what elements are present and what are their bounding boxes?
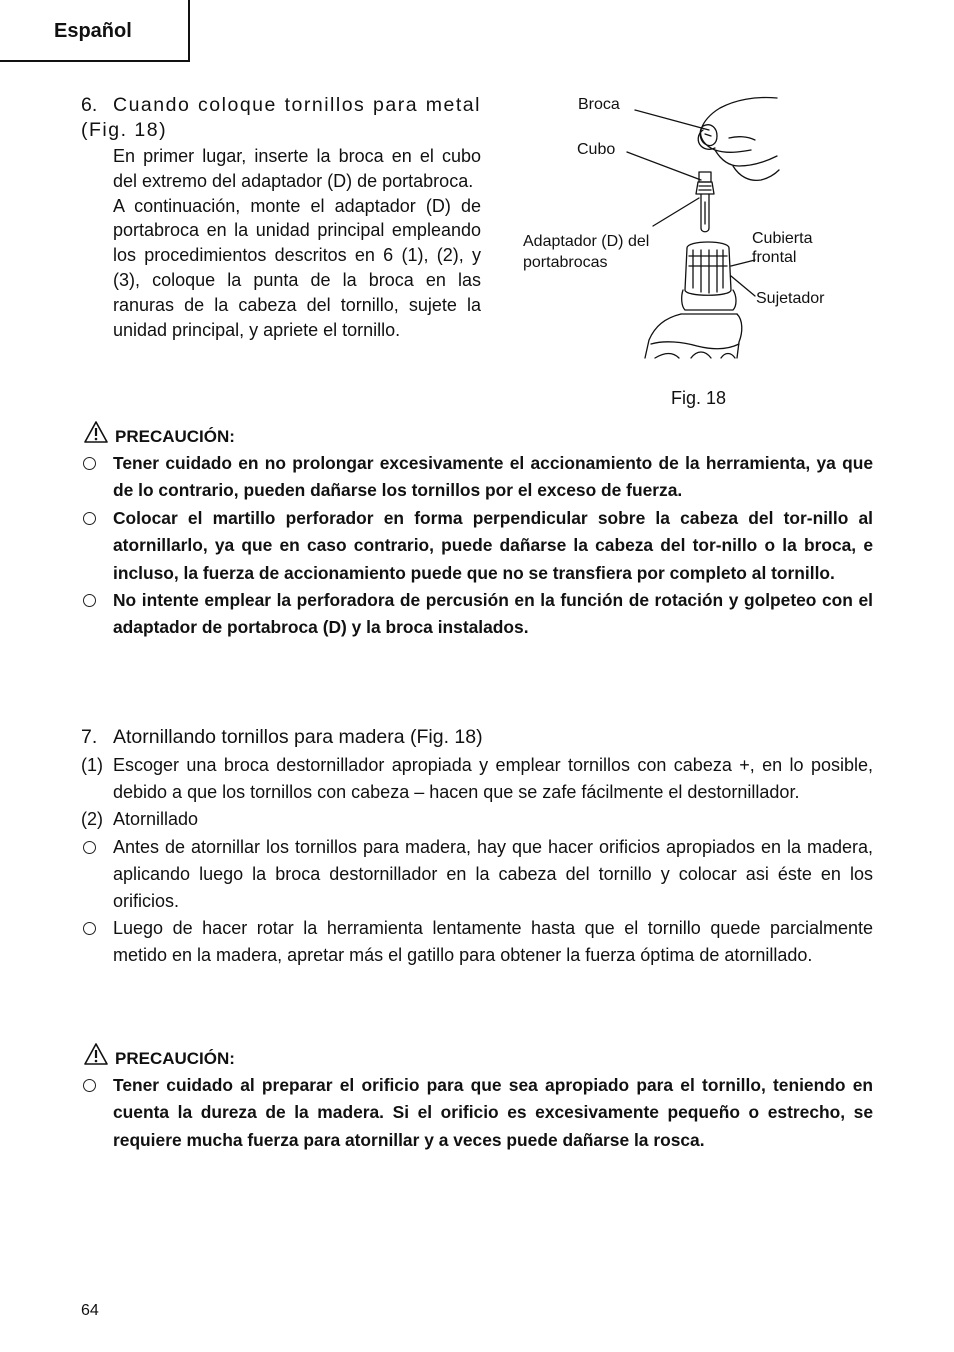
- section-6-paragraph-2: A continuación, monte el adaptador (D) de portabroca en la unidad principal empleando los procedimientos descritos en 6 (1), (2), y (3), coloque la punta de la broca en las ranuras de la cabeza del tornillo, sujete la unidad principal, y apriete el tornillo.: [113, 195, 481, 340]
- caution-block-2: [81, 1046, 873, 1154]
- section-7-bullet: [81, 915, 873, 969]
- label-cubierta-line1: Cubierta: [752, 230, 813, 247]
- warning-icon: [83, 1042, 109, 1066]
- caution-1-item: [81, 505, 873, 587]
- label-cubierta-line2: frontal: [752, 249, 797, 266]
- section-6-title: Cuando coloque tornillos para metal (Fig. 18): [81, 94, 481, 141]
- label-broca: Broca: [578, 96, 620, 113]
- bullet-circle-icon: [83, 512, 96, 525]
- section-6: [81, 93, 481, 342]
- section-7-item-2: [81, 806, 873, 833]
- caution-2-item: [81, 1072, 873, 1154]
- bullet-circle-icon: [83, 1079, 96, 1092]
- label-cubo: Cubo: [577, 141, 616, 158]
- warning-icon: [83, 420, 109, 444]
- caution-1-item-text: No intente emplear la perforadora de percusión en la función de rotación y golpeteo con el adaptador de portabroca (D) y la broca instalados.: [113, 590, 873, 638]
- caution-block-1: [81, 424, 873, 642]
- language-tab: [0, 0, 190, 62]
- item-label: (1): [81, 755, 103, 775]
- language-label: Español: [54, 20, 132, 42]
- caution-1-item: [81, 450, 873, 505]
- section-7-item-1: [81, 752, 873, 806]
- section-7-bullet: [81, 834, 873, 916]
- label-adaptador-line2: portabrocas: [523, 254, 608, 271]
- section-6-paragraph-1: En primer lugar, inserte la broca en el cubo del extremo del adaptador (D) de portabroca.: [113, 146, 481, 191]
- section-6-number: 6.: [81, 94, 98, 116]
- item-label: (2): [81, 809, 103, 830]
- bullet-text: Luego de hacer rotar la herramienta lentamente hasta que el tornillo quede parcialmente metido en la madera, apretar más el gatillo para obtener la fuerza óptima de atornillado.: [113, 918, 873, 966]
- label-sujetador: Sujetador: [756, 290, 825, 307]
- caution-1-title-row: [81, 424, 873, 450]
- caution-2-item-text: Tener cuidado al preparar el orificio para que sea apropiado para el tornillo, teniendo en cuenta la dureza de la madera. Si el orificio es excesivamente pequeño o estrecho, se requiere mucha fuerza para atornillar y a veces puede dañarse la rosca.: [113, 1075, 873, 1150]
- section-7-number: 7.: [81, 726, 98, 748]
- figure-18: [515, 90, 855, 410]
- section-7: [81, 725, 873, 970]
- caution-2-title-row: [81, 1046, 873, 1072]
- bullet-circle-icon: [83, 594, 96, 607]
- section-7-title: Atornillando tornillos para madera (Fig. 18): [113, 726, 483, 748]
- caution-1-item: [81, 587, 873, 642]
- label-adaptador-line1: Adaptador (D) del: [523, 233, 650, 250]
- figure-caption: Fig. 18: [671, 388, 727, 408]
- page-number: 64: [81, 1302, 99, 1319]
- item-text: Escoger una broca destornillador apropiada y emplear tornillos con cabeza +, en lo posible, debido a que los tornillos con cabeza – hacen que se zafe fácilmente el destornillador.: [113, 755, 873, 803]
- bullet-circle-icon: [83, 841, 96, 854]
- caution-1-item-text: Colocar el martillo perforador en forma perpendicular sobre la cabeza del tor-nillo al atornillarlo, ya que en caso contrario, puede dañarse la cabeza del tor-nillo o la broca, e incluso, la fuerza de accionamiento puede que no se transfiera por completo al tornillo.: [113, 507, 873, 583]
- caution-1-item-text: Tener cuidado en no prolongar excesivamente el accionamiento de la herramienta, ya que de lo contrario, pueden dañarse los tornillos por el exceso de fuerza.: [113, 453, 873, 501]
- bullet-circle-icon: [83, 457, 96, 470]
- caution-1-title: PRECAUCIÓN:: [115, 427, 235, 446]
- bullet-text: Antes de atornillar los tornillos para madera, hay que hacer orificios apropiados en la madera, aplicando luego la broca destornillador en la cabeza del tornillo y colocar asi éste en los orificios.: [113, 836, 873, 912]
- bullet-circle-icon: [83, 922, 96, 935]
- section-6-body: [113, 144, 481, 342]
- item-text: Atornillado: [113, 809, 199, 830]
- caution-2-title: PRECAUCIÓN:: [115, 1049, 235, 1068]
- section-6-heading: [81, 93, 481, 143]
- section-7-heading: [81, 725, 873, 750]
